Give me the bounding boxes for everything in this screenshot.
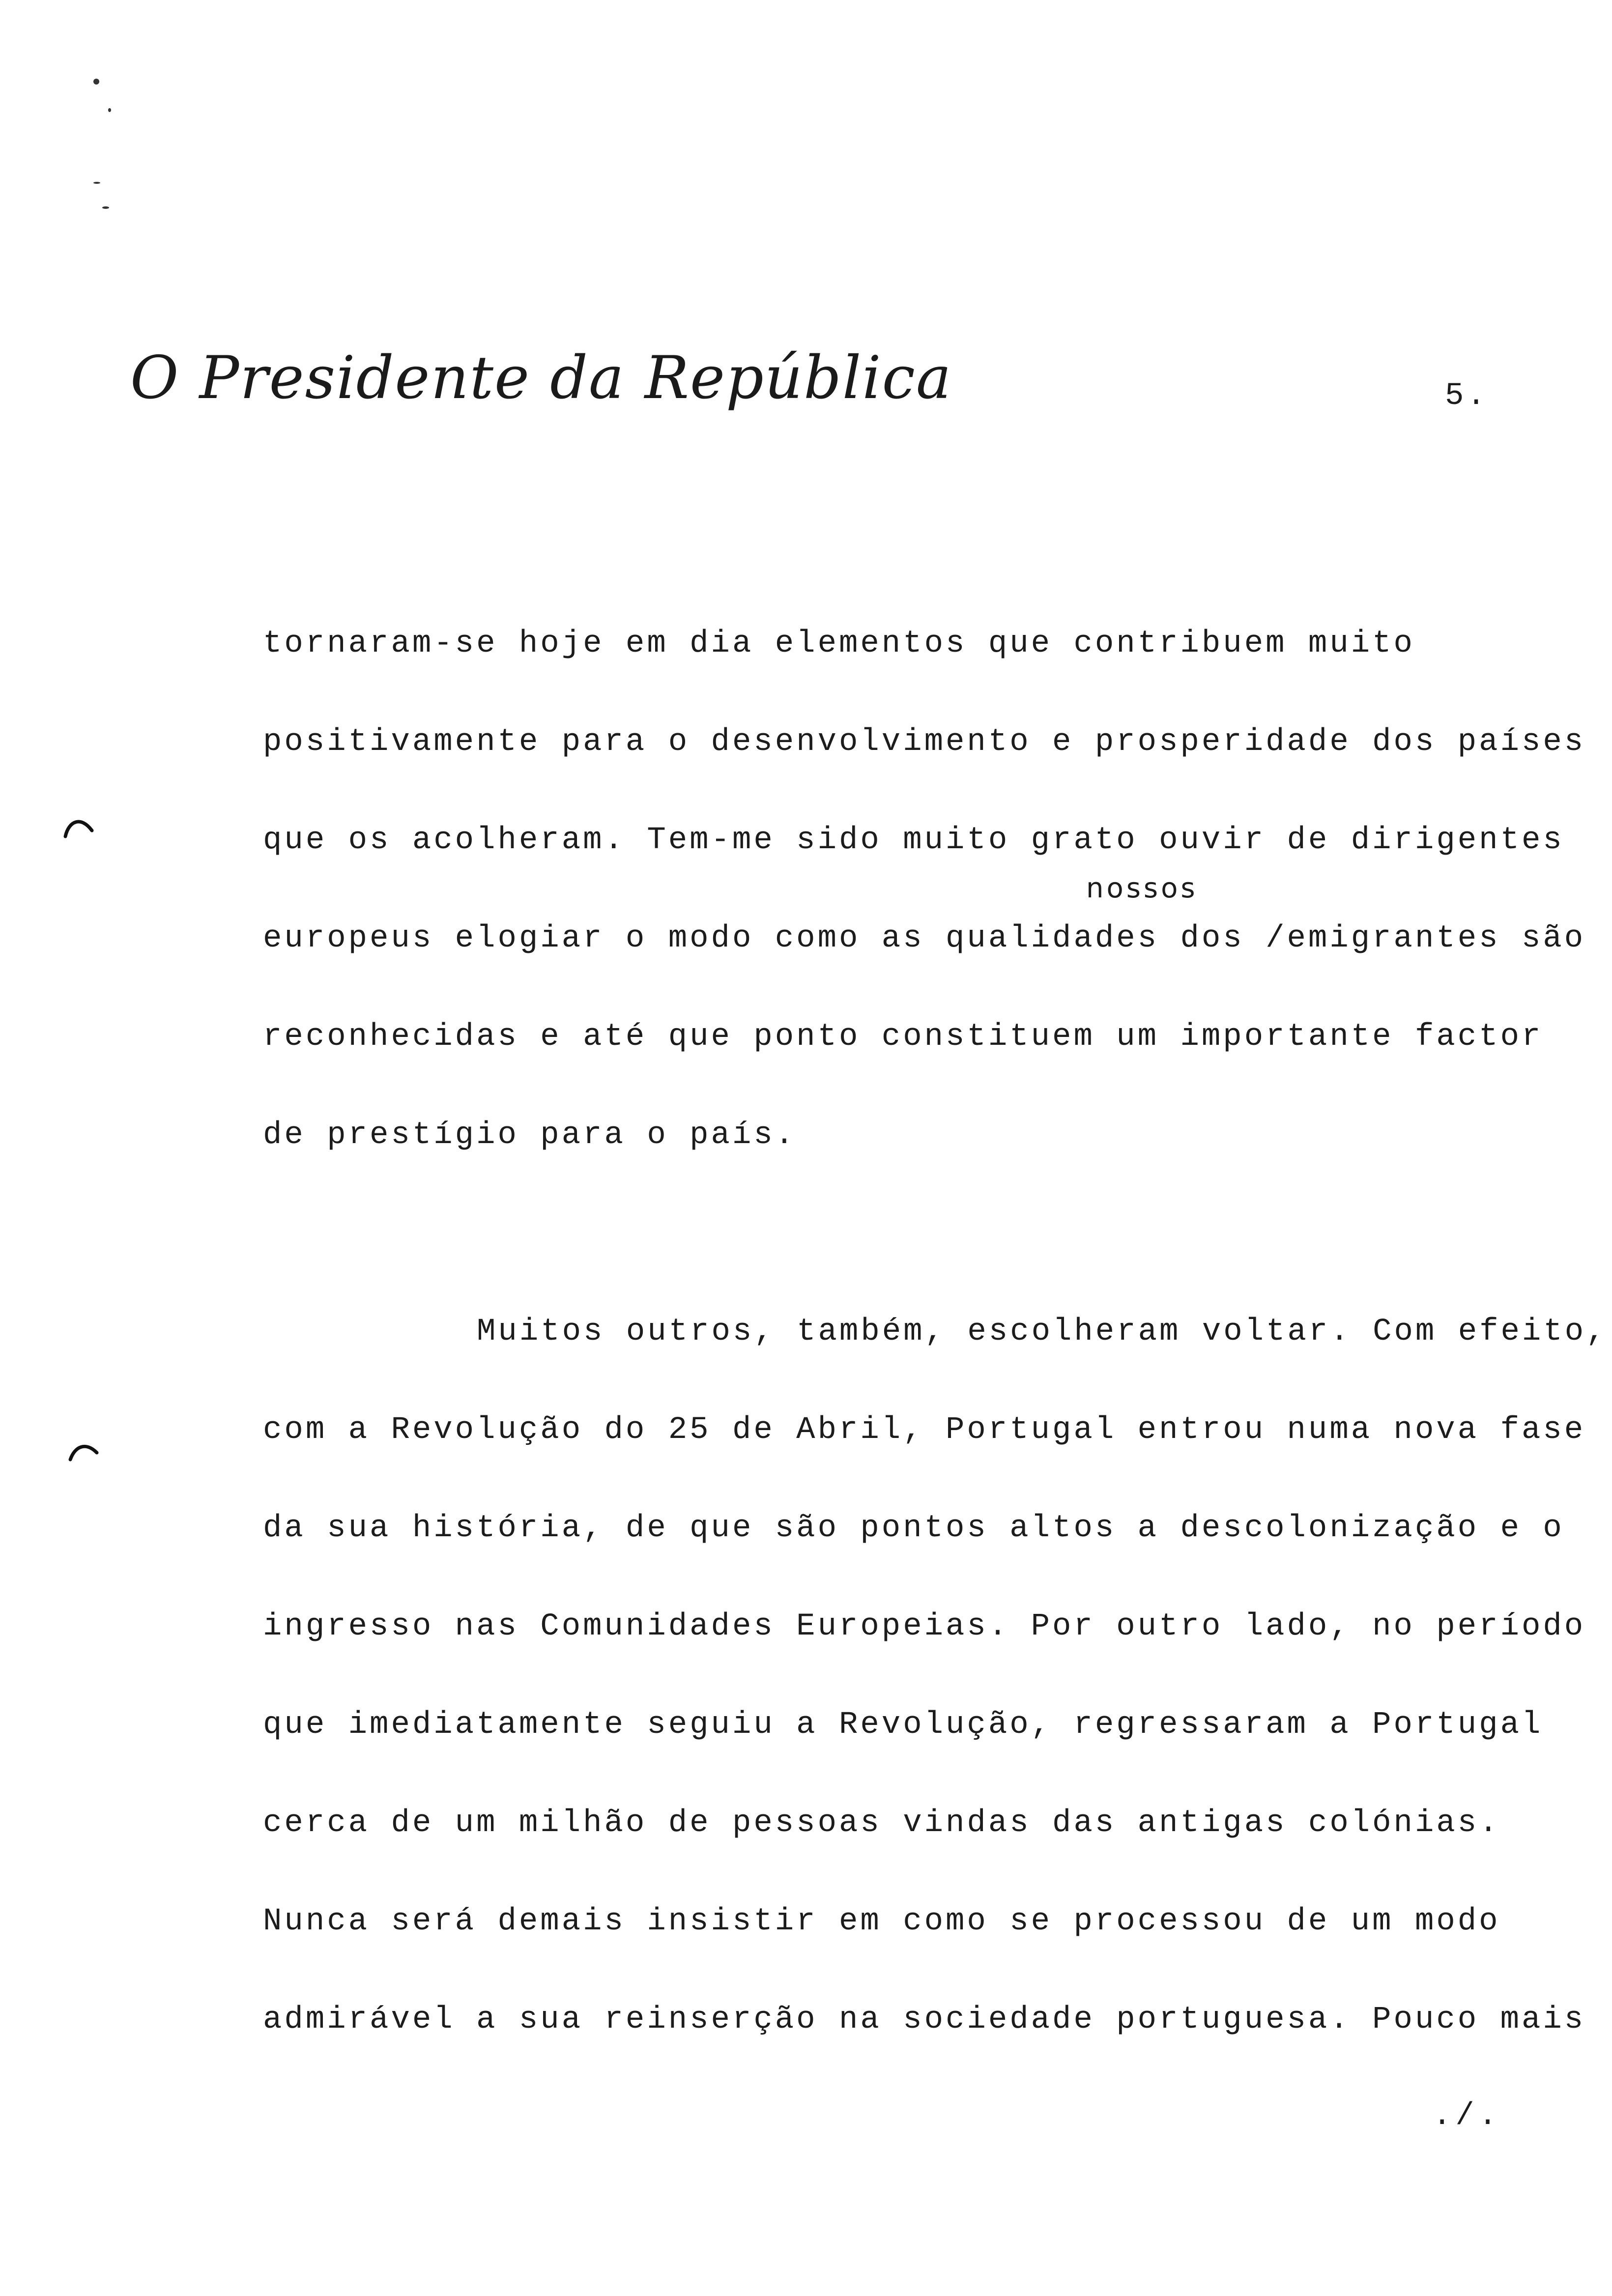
paragraph-2-line-5: que imediatamente seguiu a Revolução, regressaram a Portugal [263,1707,1543,1743]
paragraph-2-line-2: com a Revolução do 25 de Abril, Portugal entrou numa nova fase [263,1412,1586,1448]
margin-speck [102,206,109,209]
margin-caret-icon [61,811,96,845]
margin-speck [93,79,99,85]
paragraph-2-line-6: cerca de um milhão de pessoas vindas das antigas colónias. [263,1806,1500,1841]
letterhead: O Presidente da República [130,344,952,412]
page-number: 5. [1445,378,1489,414]
handwritten-insertion: nossos [1086,872,1198,904]
margin-speck [93,182,100,184]
paragraph-2-line-7: Nunca será demais insistir em como se processou de um modo [263,1904,1500,1939]
paragraph-2-line-8: admirável a sua reinserção na sociedade portuguesa. Pouco mais [263,2002,1586,2038]
paragraph-2-line-4: ingresso nas Comunidades Europeias. Por outro lado, no período [263,1609,1586,1644]
paragraph-2-line-1: Muitos outros, também, escolheram voltar. Com efeito, [477,1314,1608,1349]
margin-speck [108,108,111,112]
paragraph-1-line-2: positivamente para o desenvolvimento e prosperidade dos países [263,724,1586,760]
paragraph-1-line-3: que os acolheram. Tem-me sido muito grato ouvir de dirigentes [263,823,1564,858]
paragraph-1-line-6: de prestígio para o país. [263,1118,797,1153]
paragraph-2-line-3: da sua história, de que são pontos altos a descolonização e o [263,1511,1564,1546]
margin-caret-icon [66,1435,101,1469]
continuation-mark: ./. [1433,2098,1501,2134]
paragraph-1-line-1: tornaram-se hoje em dia elementos que contribuem muito [263,626,1415,661]
paragraph-1-line-5: reconhecidas e até que ponto constituem um importante factor [263,1019,1543,1055]
paragraph-1-line-4: europeus elogiar o modo como as qualidades dos /emigrantes são [263,921,1586,956]
